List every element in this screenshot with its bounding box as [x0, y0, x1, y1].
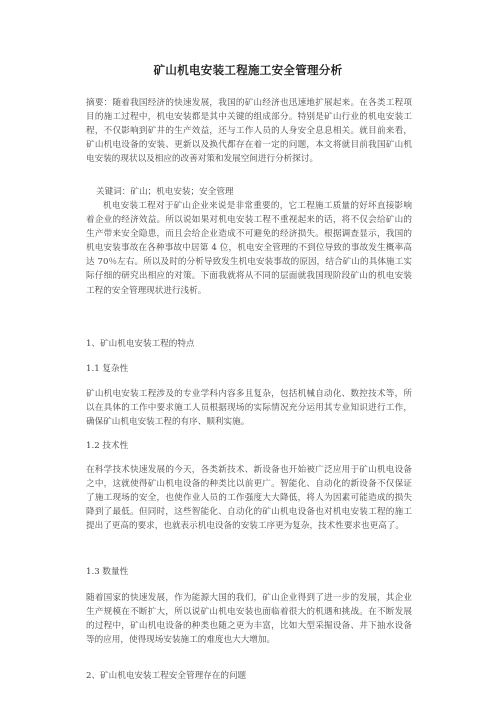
keywords-line: 关键词：矿山；机电安装；安全管理: [96, 187, 234, 197]
subsection-1-3-heading: 1.3 数量性: [86, 567, 129, 577]
subsection-1-1-body: 矿山机电安装工程涉及的专业学科内容多且复杂，包括机械自动化、数控技术等，所以在具体的工作中要求施工人员根据现场的实际情况充分运用其专业知识进行工作，确保矿山机电安装工程的有序、顺利实施。: [86, 389, 412, 428]
subsection-1-2-heading: 1.2 技术性: [86, 441, 129, 451]
section-1-heading: 1、矿山机电安装工程的特点: [86, 339, 195, 349]
document-title: 矿山机电安装工程施工安全管理分析: [153, 63, 343, 77]
abstract-paragraph: 摘要：随着我国经济的快速发展，我国的矿山经济也迅速地扩展起来。在各类工程项目的施工过程中，机电安装都是其中关键的组成部分。特别是矿山行业的机电安装工程，不仅影响到矿井的生产效益，还与工作人员的人身安全息息相关。就目前来看，矿山机电设备的安装、更新以及换代都存在着一定的问题，本文将就目前我国矿山机电安装的现状以及相应的改善对策和发展空间进行分析探讨。: [86, 98, 412, 165]
subsection-1-1-heading: 1.1 复杂性: [86, 364, 129, 374]
subsection-1-3-body: 随着国家的快速发展，作为能源大国的我们，矿山企业得到了进一步的发展，其企业生产规模在不断扩大，所以说矿山机电安装也面临着很大的机遇和挑战。在不断发展的过程中，矿山机电设备的种类也随之更为丰富，比如大型采掘设备、井下抽水设备等的应用，使得现场安装施工的难度也大大增加。: [86, 593, 412, 646]
subsection-1-2-body: 在科学技术快速发展的今天，各类新技术、新设备也开始被广泛应用于矿山机电设备之中，这就使得矿山机电设备的种类比以前更广。智能化、自动化的新设备不仅保证了施工现场的安全，也使作业人员的工作强度大大降低，将人为因素可能造成的损失降到了最低。但同时，这些智能化、自动化的矿山机电设备也对机电安装工程的施工提出了更高的要求，也就表示机电设备的安装工序更为复杂，技术性要求也更高了。: [86, 465, 412, 532]
section-2-heading: 2、矿山机电安装工程安全管理存在的问题: [86, 671, 247, 681]
intro-paragraph: 机电安装工程对于矿山企业来说是非常重要的，它工程施工质量的好坏直接影响着企业的经济效益。所以说如果对机电安装工程不重视起来的话，将不仅会给矿山的生产带来安全隐患，而且会给企业造成不可避免的经济损失。根据调查显示，我国的机电安装事故在各种事故中居第 4 位，机电安全管理的不到位导致的事故发生概率高达 70％左右。所以及时的分析导致发生机电安装事故的原因，结合矿山的具体施工实际仔细的研究出相应的对策。下面我就将从不同的层面就我国现阶段矿山的机电安装工程的安全管理现状进行浅析。: [86, 201, 412, 296]
